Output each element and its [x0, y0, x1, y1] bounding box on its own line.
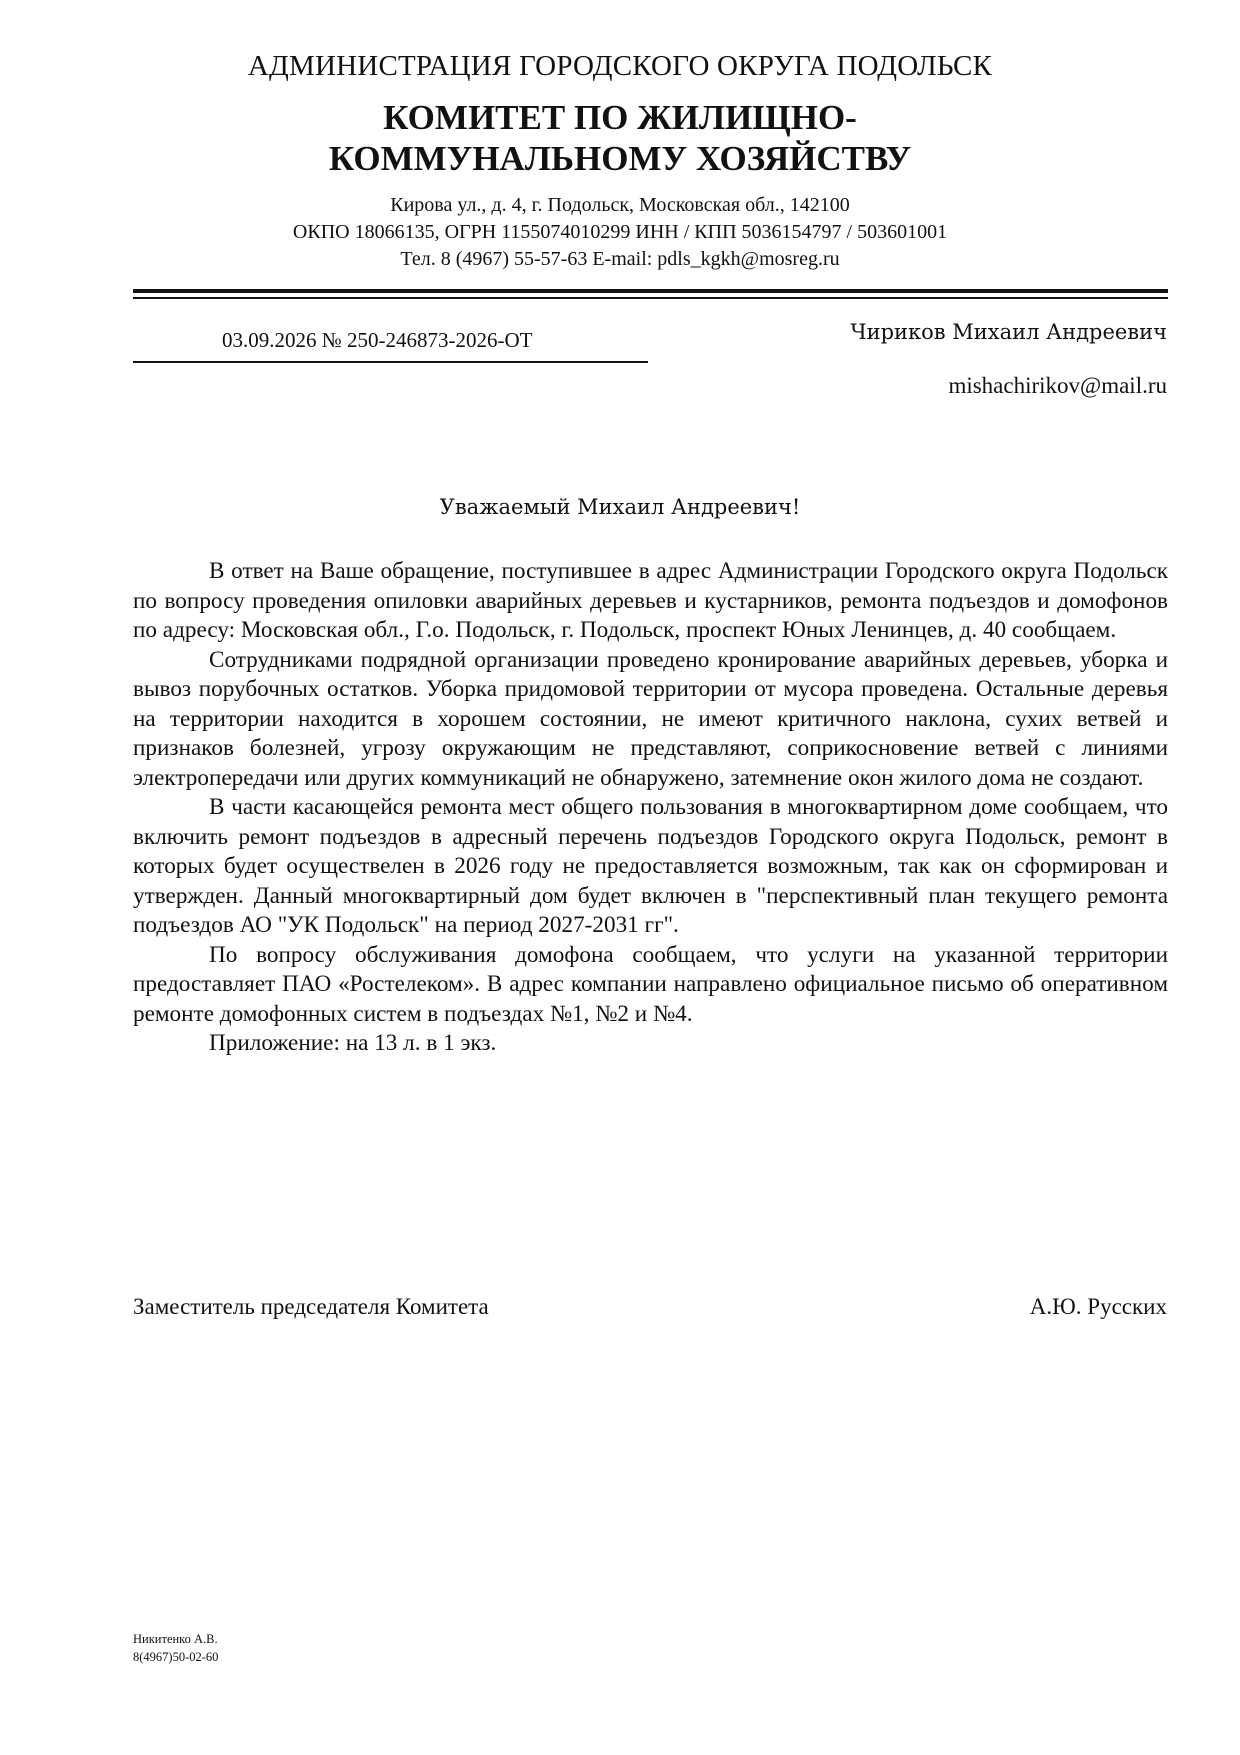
- letter-body: [133, 557, 1168, 1059]
- letter-greeting: Уважаемый Михаил Андреевич!: [439, 495, 801, 519]
- signatory-name: А.Ю. Русских: [1029, 1294, 1167, 1319]
- letter-paragraph: В части касающейся ремонта мест общего пользования в многоквартирном доме сообщаем, что включить ремонт подъездов в адресный перечень подъездов Городского округа Подольск, ремонт в которых будет осуществелен в 2026 году не предоставляется возможным, так как он сформирован и утвержден. Данный многоквартирный дом будет включен в "перспективный план текущего ремонта подъездов АО "УК Подольск" на период 2027-2031 гг".: [133, 794, 1168, 938]
- administration-title: АДМИНИСТРАЦИЯ ГОРОДСКОГО ОКРУГА ПОДОЛЬСК: [247, 50, 993, 82]
- document-reg-number: 03.09.2026 № 250-246873-2026-ОТ: [222, 328, 533, 352]
- committee-title-line2: КОММУНАЛЬНОМУ ХОЗЯЙСТВУ: [328, 139, 912, 178]
- header-divider-thin: [133, 297, 1168, 299]
- letter-paragraph: Сотрудниками подрядной организации проведено кронирование аварийных деревьев, уборка и вывоз порубочных остатков. Уборка придомовой территории от мусора проведена. Остальные деревья на территории находится в хорошем состоянии, не имеют критичного наклона, сухих ветвей и признаков болезней, угрозу окружающим не представляют, соприкосновение ветвей с линиями электропередачи или других коммуникаций не обнаружено, затемнение окон жилого дома не создают.: [133, 646, 1168, 791]
- letter-attachment-note: Приложение: на 13 л. в 1 экз.: [209, 1030, 497, 1056]
- header-divider-thick: [133, 289, 1168, 293]
- recipient-name: Чириков Михаил Андреевич: [850, 320, 1167, 344]
- executor-name: Никитенко А.В.: [133, 1632, 218, 1646]
- committee-contacts: Тел. 8 (4967) 55-57-63 E-mail: pdls_kgkh@mosreg.ru: [400, 248, 840, 270]
- committee-registry-codes: ОКПО 18066135, ОГРН 1155074010299 ИНН / КПП 5036154797 / 503601001: [292, 221, 948, 243]
- recipient-email: mishachirikov@mail.ru: [948, 373, 1167, 398]
- executor-phone: 8(4967)50-02-60: [133, 1650, 219, 1664]
- letter-paragraph: По вопросу обслуживания домофона сообщаем, что услуги на указанной территории предоставляет ПАО «Ростелеком». В адрес компании направлено официальное письмо об оперативном ремонте домофонных систем в подъездах №1, №2 и №4.: [133, 941, 1168, 1027]
- committee-address: Кирова ул., д. 4, г. Подольск, Московская обл., 142100: [390, 194, 850, 216]
- committee-title-line1: КОМИТЕТ ПО ЖИЛИЩНО-: [383, 98, 857, 137]
- reg-number-underline: [133, 361, 648, 363]
- letter-paragraph: В ответ на Ваше обращение, поступившее в адрес Администрации Городского округа Подольск по вопросу проведения опиловки аварийных деревьев и кустарников, ремонта подъездов и домофонов по адресу: Московская обл., Г.о. Подольск, г. Подольск, проспект Юных Ленинцев, д. 40 сообщаем.: [133, 558, 1168, 643]
- signatory-title: Заместитель председателя Комитета: [133, 1294, 489, 1319]
